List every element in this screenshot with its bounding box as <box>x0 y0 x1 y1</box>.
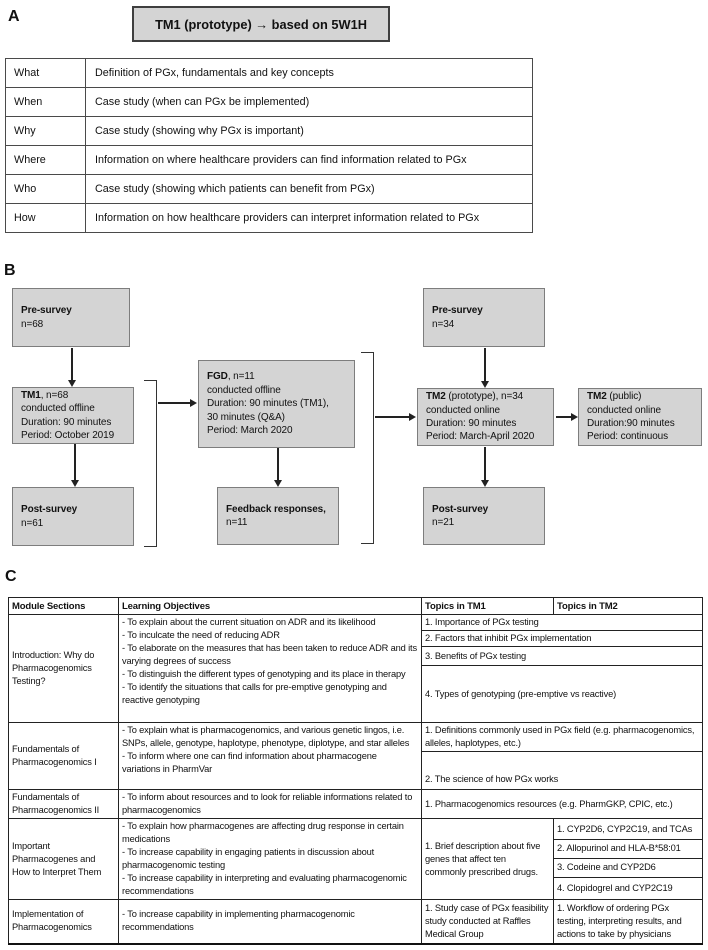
wh-key-cell: What <box>6 59 86 88</box>
wh-desc-cell: Information on where healthcare providers can find information related to PGx <box>86 146 533 175</box>
topic-cell: 3. Benefits of PGx testing <box>422 647 703 666</box>
wh-desc-cell: Case study (when can PGx be implemented) <box>86 88 533 117</box>
bracket-tm1-group <box>144 380 157 547</box>
box-line: conducted online <box>426 404 501 416</box>
flow-box-tm2-public <box>578 388 702 446</box>
box-line: Period: October 2019 <box>21 429 115 441</box>
wh-key-cell: When <box>6 88 86 117</box>
box-title-bold: Feedback responses, <box>226 503 326 515</box>
box-line: Duration:90 minutes <box>587 418 675 429</box>
box-title <box>426 390 549 403</box>
flow-box-feedback-responses <box>217 487 339 545</box>
box-line: n=34 <box>432 318 455 330</box>
flow-box-fgd <box>198 360 355 448</box>
box-line: n=21 <box>432 517 455 528</box>
box-line: Duration: 90 minutes <box>21 416 112 428</box>
arrow-tm2-to-postsurvey-line <box>484 447 486 480</box>
arrow-bracket-to-fgd-line <box>158 402 190 404</box>
objectives-cell <box>119 615 422 723</box>
wh-desc-cell: Definition of PGx, fundamentals and key concepts <box>86 59 533 88</box>
wh-desc-cell: Case study (showing why PGx is important) <box>86 117 533 146</box>
box-title <box>207 370 350 383</box>
flow-box-post-survey-tm1 <box>12 487 134 546</box>
box-title <box>587 390 697 403</box>
box-line: conducted offline <box>21 403 95 415</box>
objective-item: - To increase capability in interpreting and evaluating pharmacogenomic recommendations <box>122 873 407 896</box>
arrow-tm1-to-postsurvey-line <box>74 444 76 480</box>
col-header-learning-objectives: Learning Objectives <box>119 598 422 615</box>
box-title-bold: Pre-survey <box>432 305 483 317</box>
arrow-presurvey2-to-tm2-line <box>484 348 486 381</box>
table-row <box>9 723 703 752</box>
box-line: Period: March 2020 <box>207 425 293 437</box>
arrow-bracket-to-tm2-line <box>375 416 409 418</box>
box-title-rest: , n=11 <box>227 371 255 383</box>
header-row <box>9 598 703 615</box>
module-cell: Important Pharmacogenes and How to Interpret Them <box>9 819 119 900</box>
box-title-bold: FGD <box>207 371 228 383</box>
box-line: Duration: 90 minutes (TM1), <box>207 398 329 410</box>
objective-item: - To explain what is pharmacogenomics, and various genetic lingos, i.e. SNPs, allele, genotype, haplotype, phenotype, diplotype, and star alleles <box>122 725 410 748</box>
topic-tm2-cell: 1. Workflow of ordering PGx testing, interpreting results, and actions to take by physicians <box>554 900 703 944</box>
objective-item: - To inform where one can find information about pharmacogene variations in PharmVar <box>122 751 377 774</box>
arrow-fgd-to-feedback-line <box>277 448 279 480</box>
objectives-cell <box>119 900 422 944</box>
table-row <box>6 204 533 233</box>
table-row <box>9 819 703 840</box>
objectives-cell <box>119 819 422 900</box>
flow-box-pre-survey-tm2 <box>423 288 545 347</box>
module-cell: Implementation of Pharmacogenomics <box>9 900 119 944</box>
box-title-bold: TM2 <box>426 391 446 403</box>
panel-c-label: C <box>5 568 17 585</box>
table-row <box>6 88 533 117</box>
module-cell: Introduction: Why do Pharmacogenomics Testing? <box>9 615 119 723</box>
table-row <box>6 175 533 204</box>
arrow-tm2proto-to-tm2public-line <box>556 416 571 418</box>
module-cell: Fundamentals of Pharmacogenomics II <box>9 790 119 819</box>
box-title-bold: Post-survey <box>21 504 78 516</box>
flow-box-tm2-prototype <box>417 388 554 446</box>
panel-b-label: B <box>4 262 16 279</box>
objective-item: - To identify the situations that calls for pre-emptive genotyping and reactive genotyping <box>122 682 387 705</box>
box-title-bold: Post-survey <box>432 503 489 515</box>
flow-box-tm1 <box>12 387 134 444</box>
arrow-bracket-to-fgd-head <box>190 399 197 407</box>
box-line: n=68 <box>21 318 44 330</box>
topic-tm1-cell: 1. Brief description about five genes that affect ten commonly prescribed drugs. <box>422 819 554 900</box>
wh-desc-cell: Information on how healthcare providers can interpret information related to PGx <box>86 204 533 233</box>
panel-c-modules-table <box>8 597 703 945</box>
wh-key-cell: Who <box>6 175 86 204</box>
topic-cell: 2. Factors that inhibit PGx implementation <box>422 631 703 647</box>
objective-item: - To increase capability in engaging patients in discussion about pharmacogenomic testing <box>122 847 375 870</box>
objective-item: - To explain about the current situation on ADR and its likelihood <box>122 617 376 627</box>
objective-item: - To distinguish the different types of genotyping and its place in therapy <box>122 669 406 679</box>
topic-tm2-cell: 4. Clopidogrel and CYP2C19 <box>554 877 703 899</box>
box-line: Period: continuous <box>587 431 669 443</box>
box-line: 30 minutes (Q&A) <box>207 411 285 423</box>
table-row <box>6 59 533 88</box>
topic-cell: 1. Pharmacogenomics resources (e.g. PharmGKP, CPIC, etc.) <box>422 790 703 819</box>
col-header-module-sections: Module Sections <box>9 598 119 615</box>
objective-item: - To inform about resources and to look for reliable informations related to pharmacogenomics <box>122 792 413 815</box>
arrow-presurvey2-to-tm2-head <box>481 381 489 388</box>
topic-cell: 1. Definitions commonly used in PGx field (e.g. pharmacogenomics, alleles, haplotypes, etc.) <box>422 723 703 752</box>
topic-cell: 1. Importance of PGx testing <box>422 615 703 631</box>
box-title <box>226 503 334 530</box>
topic-tm2-cell: 1. CYP2D6, CYP2C19, and TCAs <box>554 819 703 840</box>
objectives-cell <box>119 723 422 790</box>
topic-cell: 2. The science of how PGx works <box>422 752 703 790</box>
box-title-rest: (public) <box>606 391 642 403</box>
box-title-bold: TM1 <box>21 389 41 401</box>
box-title <box>21 304 125 317</box>
arrow-tm2proto-to-tm2public-head <box>571 413 578 421</box>
box-title <box>21 503 129 516</box>
module-cell: Fundamentals of Pharmacogenomics I <box>9 723 119 790</box>
box-line: n=61 <box>21 517 44 529</box>
objective-item: - To inculcate the need of reducing ADR <box>122 630 280 640</box>
wh-key-cell: How <box>6 204 86 233</box>
objective-item: - To explain how pharmacogenes are affecting drug response in certain medications <box>122 821 404 844</box>
arrow-presurvey1-to-tm1-line <box>71 348 73 380</box>
table-row <box>9 900 703 944</box>
topic-tm2-cell: 2. Allopurinol and HLA-B*58:01 <box>554 840 703 859</box>
box-title-rest: , n=68 <box>40 389 69 401</box>
objectives-cell <box>119 790 422 819</box>
topic-tm2-cell: 3. Codeine and CYP2D6 <box>554 858 703 877</box>
arrow-tm2-to-postsurvey-head <box>481 480 489 487</box>
box-title <box>432 503 540 516</box>
col-header-topics-tm2: Topics in TM2 <box>554 598 703 615</box>
topic-tm1-cell: 1. Study case of PGx feasibility study conducted at Raffles Medical Group <box>422 900 554 944</box>
arrow-tm1-to-postsurvey-head <box>71 480 79 487</box>
box-line: Duration: 90 minutes <box>426 418 517 429</box>
flow-box-post-survey-tm2 <box>423 487 545 545</box>
table-row <box>9 615 703 631</box>
topic-cell: 4. Types of genotyping (pre-emptive vs reactive) <box>422 666 703 723</box>
objective-item: - To elaborate on the measures that has been taken to reduce ADR and its varying degrees of success <box>122 643 417 666</box>
table-row <box>6 117 533 146</box>
flow-box-pre-survey-tm1 <box>12 288 130 347</box>
box-line: conducted offline <box>207 384 281 396</box>
box-title <box>432 304 540 317</box>
wh-desc-cell: Case study (showing which patients can benefit from PGx) <box>86 175 533 204</box>
arrow-bracket-to-tm2-head <box>409 413 416 421</box>
box-title-bold: TM2 <box>587 391 607 403</box>
panel-a-title-box: TM1 (prototype) → based on 5W1H <box>132 6 390 42</box>
col-header-topics-tm1: Topics in TM1 <box>422 598 554 615</box>
arrow-presurvey1-to-tm1-head <box>68 380 76 387</box>
box-title <box>21 389 129 402</box>
panel-a-5w1h-table <box>5 58 533 233</box>
table-row <box>6 146 533 175</box>
wh-key-cell: Why <box>6 117 86 146</box>
box-line: conducted online <box>587 404 662 416</box>
panel-a-label: A <box>8 8 20 25</box>
box-title-rest: (prototype), n=34 <box>445 391 524 403</box>
box-title-rest: n=11 <box>226 517 248 528</box>
box-line: Period: March-April 2020 <box>426 431 535 443</box>
arrow-fgd-to-feedback-head <box>274 480 282 487</box>
bracket-fgd-group <box>361 352 374 544</box>
wh-key-cell: Where <box>6 146 86 175</box>
box-title-bold: Pre-survey <box>21 305 72 317</box>
table-row <box>9 790 703 819</box>
objective-item: - To increase capability in implementing pharmacogenomic recommendations <box>122 909 355 933</box>
